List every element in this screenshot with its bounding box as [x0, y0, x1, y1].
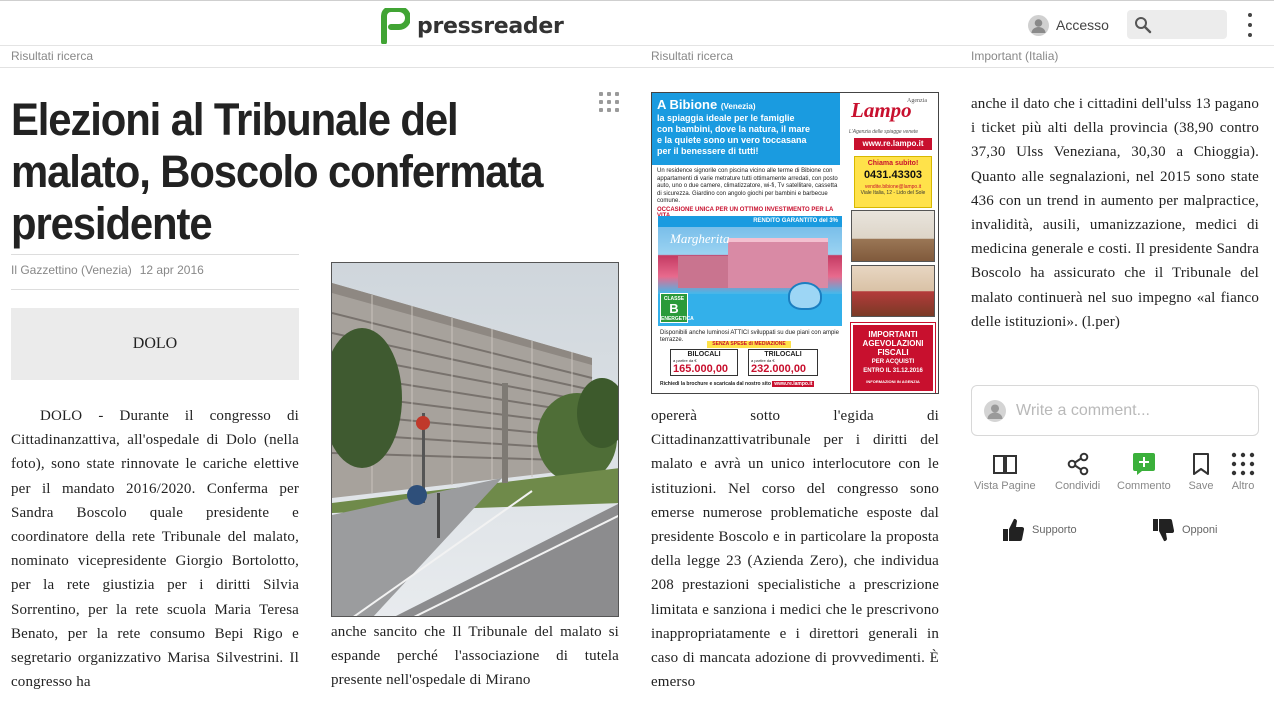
ad-body-text: Un residence signorile con piscina vicino alle terme di Bibione con appartamenti di varie metrature tutti ottimamente arredati, con posto auto, uno o due camere, climatizzatore, wi-fi, Tv satellitare, cassetta di sicurezza. Giardino con angolo giochi per bambini e barbecue comune. — [657, 168, 838, 204]
share-icon — [1065, 451, 1091, 477]
ad-attici-text: Disponibili anche luminosi ATTICI sviluppati su due piani con ampie terrazze. — [660, 330, 839, 343]
support-button[interactable] — [1002, 517, 1077, 543]
agev-line: INFORMAZIONI IN AGENZIA — [866, 379, 920, 384]
more-grid-icon — [1230, 451, 1256, 477]
section-label-left[interactable]: Risultati ricerca — [11, 49, 94, 63]
agev-line: PER ACQUISTI — [871, 359, 915, 365]
room-photo — [851, 265, 935, 317]
thumbs-up-icon — [1002, 517, 1024, 543]
lampo-url: www.re.lampo.it — [854, 138, 932, 150]
hospital-photo — [332, 263, 619, 617]
ad-head-line: e la quiete sono un vero toccasana — [657, 135, 807, 145]
agency-address: Viale Italia, 12 - Lido del Sole — [860, 190, 926, 196]
save-button[interactable] — [1188, 451, 1214, 492]
lampo-brand: Lampo — [851, 98, 912, 122]
article-text-col-3: opererà sotto l'egida di Cittadinanzattivatribunale per i diritti del malato e avrà un unico interlocutore con le istituzioni. Nel corso del congresso sono emerse numerose problematiche esposte dal presidente Boscolo e in particolare la proposta della legge 23 (Azienda Zero), che individua 208 prestazioni specialistiche a prescrizione limitata e sanziona i medici che le prescrivono inappropriatamente e i direttori generali in caso di mancata adozione di provvedimenti. È emerso — [651, 408, 939, 691]
section-label-middle[interactable]: Risultati ricerca — [651, 49, 734, 63]
ad-head-line: la spiaggia ideale per le famiglie — [657, 113, 795, 123]
more-menu-icon[interactable] — [1244, 13, 1256, 37]
agev-line: IMPORTANTI — [868, 330, 918, 339]
lampo-contact — [854, 156, 932, 208]
thumbs-down-icon — [1152, 517, 1174, 543]
pressreader-logo[interactable] — [380, 8, 564, 44]
more-button[interactable] — [1230, 451, 1256, 492]
oppose-label: Opponi — [1182, 524, 1218, 536]
page-view-button[interactable] — [974, 451, 1036, 492]
search-input[interactable] — [1156, 17, 1226, 32]
section-divider — [0, 67, 1274, 68]
article-text-col-4: anche il dato che i cittadini dell'ulss 13 pagano i ticket più alti della provincia (38,90 contro 37,30 Ulss Veneziana, 30,30 a Chioggia). Quanto alle segnalazioni, nel 2015 sono state 436 con un trend in aumento per malpractice, invalidità, ausili, umanizzazione, medici di medicina generale e costi. Il presidente Sandra Boscolo ha assicurato che il Tribunale del malato continuerà nel suo impegno «al fianco delle istituzioni». (l.per) — [971, 96, 1259, 330]
agev-line: FISCALI — [877, 348, 909, 357]
user-avatar-icon — [984, 400, 1006, 422]
share-button[interactable] — [1055, 451, 1100, 492]
bilocali-label: BILOCALI — [687, 351, 721, 358]
ad-bilocali-box — [670, 349, 738, 376]
section-label-right[interactable]: Important (Italia) — [971, 49, 1059, 63]
ad-agency-panel — [845, 93, 939, 394]
bilocali-price: 165.000,00 — [673, 363, 729, 375]
ad-title-location: (Venezia) — [720, 102, 756, 111]
article-date: 12 apr 2016 — [139, 263, 204, 277]
tax-benefits-badge — [851, 323, 935, 393]
lampo-logo — [851, 98, 929, 126]
ad-rendimento: RENDITO GARANTITO del 3% — [658, 216, 842, 227]
advertisement[interactable] — [651, 92, 939, 394]
article-meta — [11, 263, 204, 277]
search-icon — [1134, 16, 1152, 34]
ad-title: A Bibione — [657, 97, 718, 112]
article-text-col-1: DOLO - Durante il congresso di Cittadinanzattiva, all'ospedale di Dolo (nella foto), sono state rinnovate le cariche elettive per il mandato 2016/2020. Conferma per Sandra Boscolo quale presidente e coordinatore della rete Tribunale del malato, nominato vicepresidente Giorgio Bortolotto, per la rete giustizia per i diritti Silvia Sorrentino, per la rete scuola Maria Teresa Benato, per la rete consumo Bepi Rigo e segretario organizzativo Marisa Silvestrini. Il congresso ha — [11, 408, 299, 691]
agev-line: ENTRO IL 31.12.2016 — [863, 368, 923, 374]
share-label: Condividi — [1055, 480, 1101, 492]
pressreader-logo-icon — [380, 8, 410, 44]
ad-red-line: OCCASIONE UNICA PER UN OTTIMO INVESTIMENTO PER LA — [657, 207, 834, 213]
trilocali-from: a partire da € — [751, 358, 775, 363]
room-photo — [851, 210, 935, 262]
user-avatar-icon — [1028, 15, 1049, 36]
bookmark-icon — [1188, 451, 1214, 477]
article-actions — [971, 451, 1259, 493]
ad-foot-text: Richiedi la brochure e scaricala dal nostro sito — [660, 381, 771, 387]
top-bar — [0, 0, 1274, 46]
book-icon — [992, 451, 1018, 477]
ad-head-line: con bambini, dove la natura, il mare — [657, 124, 811, 134]
comment-input[interactable] — [1016, 402, 1246, 420]
energy-class-sub: ENERGETICA — [661, 316, 694, 322]
energy-class-badge — [660, 293, 694, 323]
article-kicker: DOLO — [11, 308, 299, 380]
ad-residence-name: Margherita — [670, 231, 730, 246]
oppose-button[interactable] — [1152, 517, 1217, 543]
logo-text: pressreader — [417, 13, 564, 39]
ad-header — [652, 93, 840, 165]
save-label: Save — [1188, 480, 1214, 492]
search-box[interactable] — [1127, 10, 1227, 39]
ad-no-mediazione: SENZA SPESE di MEDIAZIONE — [707, 341, 791, 348]
divider — [11, 289, 299, 290]
comment-label: Commento — [1117, 480, 1171, 492]
article-source[interactable]: Il Gazzettino (Venezia) — [11, 263, 132, 277]
agency-email: vendite.bibione@lampo.it — [864, 184, 922, 190]
article-text-col-2: anche sancito che Il Tribunale del malato si espande perché l'associazione di tutela presente nell'ospedale di Mirano — [331, 624, 619, 689]
more-label: Altro — [1231, 480, 1255, 492]
add-comment-icon — [1131, 451, 1157, 477]
comment-button[interactable] — [1117, 451, 1171, 492]
ad-trilocali-box — [748, 349, 818, 376]
ad-foot-url: www.re.lampo.it — [774, 381, 813, 387]
energy-class-label: CLASSE — [663, 296, 685, 302]
login-button[interactable] — [1028, 14, 1109, 36]
lampo-agency-label: Agenzia — [907, 98, 927, 104]
divider — [11, 254, 299, 255]
call-label: Chiama subito! — [867, 160, 919, 167]
comment-box[interactable] — [971, 385, 1259, 436]
ad-head-line: per il benessere di tutti! — [657, 146, 759, 156]
support-label: Supporto — [1032, 524, 1077, 536]
article-title: Elezioni al Tribunale del malato, Boscolo confermata presidente — [11, 94, 543, 249]
ad-footer — [660, 381, 840, 387]
energy-class-value: B — [669, 301, 679, 316]
phone-number: 0431.43303 — [863, 169, 923, 181]
agev-line: AGEVOLAZIONI — [862, 339, 924, 348]
page-view-label: Vista Pagine — [974, 480, 1036, 492]
lampo-tagline: L'Agenzia delle spiagge venete — [849, 129, 919, 135]
bilocali-from: a partire da € — [673, 358, 697, 363]
trilocali-label: TRILOCALI — [764, 351, 802, 358]
trilocali-price: 232.000,00 — [751, 363, 807, 375]
article-grid-icon[interactable] — [599, 92, 619, 112]
mascot-image — [788, 282, 822, 310]
login-label: Accesso — [1056, 17, 1109, 33]
article-photo[interactable] — [331, 262, 619, 617]
